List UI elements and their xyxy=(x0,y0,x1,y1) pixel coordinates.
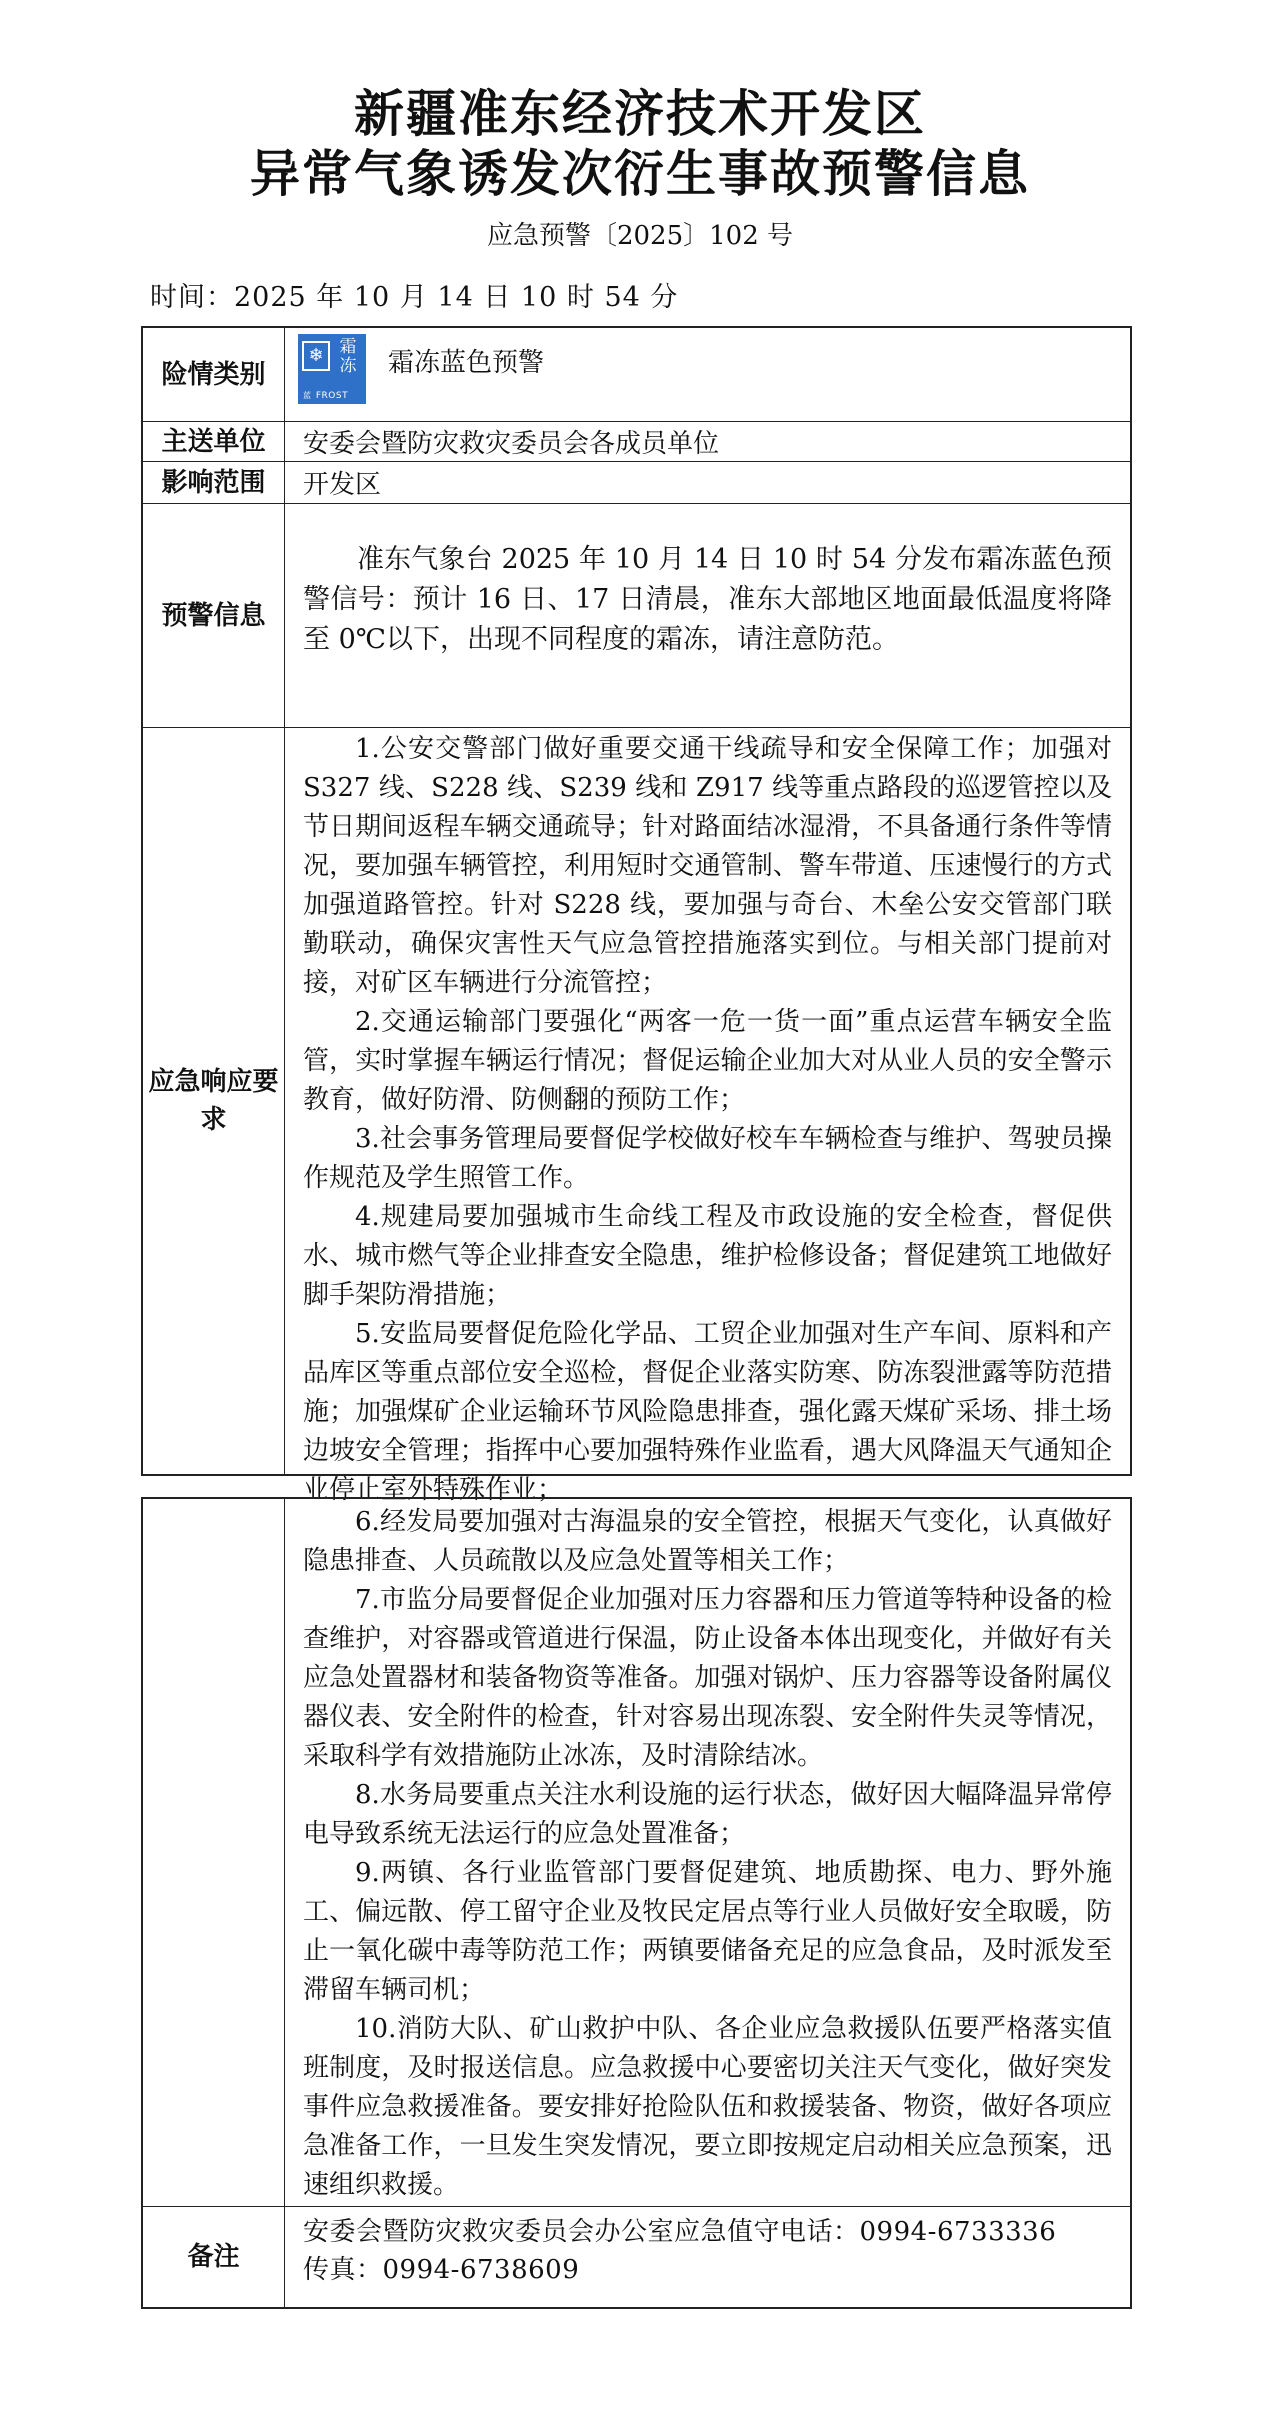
warning-info-text: 准东气象台 2025 年 10 月 14 日 10 时 54 分发布霜冻蓝色预警信号：预计 16 日、17 日清晨，准东大部地区地面最低温度将降至 0℃以下，出现不同程度的霜冻，请注意防范。 xyxy=(303,544,1112,655)
remarks-phone: 安委会暨防灾救灾委员会办公室应急值守电话：0994-6733336 xyxy=(303,2217,1057,2247)
row-scope xyxy=(143,462,1130,504)
warning-info-label: 预警信息 xyxy=(143,504,285,727)
scope-value: 开发区 xyxy=(303,470,382,500)
scope-label: 影响范围 xyxy=(143,462,285,503)
recipients-value: 安委会暨防灾救灾委员会各成员单位 xyxy=(303,429,720,459)
row-response-part2 xyxy=(143,1499,1130,2207)
response-label-continued xyxy=(143,1499,285,2206)
frost-symbol: ❄ xyxy=(302,341,330,371)
danger-type-label: 险情类别 xyxy=(143,328,285,421)
remarks-cell xyxy=(285,2207,1130,2307)
response-item: 8.水务局要重点关注水利设施的运行状态，做好因大幅降温异常停电导致系统无法运行的应急处置准备； xyxy=(303,1780,1112,1849)
recipients-label: 主送单位 xyxy=(143,422,285,461)
frost-warning-icon xyxy=(298,334,366,404)
row-warning-info xyxy=(143,504,1130,728)
response-items-page2 xyxy=(285,1499,1130,2206)
response-item: 2.交通运输部门要强化“两客一危一货一面”重点运营车辆安全监管，实时掌握车辆运行情况；督促运输企业加大对从业人员的安全警示教育，做好防滑、防侧翻的预防工作； xyxy=(303,1007,1112,1115)
issue-time: 时间：2025 年 10 月 14 日 10 时 54 分 xyxy=(150,282,679,313)
response-item: 7.市监分局要督促企业加强对压力容器和压力管道等特种设备的检查维护，对容器或管道进行保温，防止设备本体出现变化，并做好有关应急处置器材和装备物资等准备。加强对锅炉、压力容器等设备附属仪器仪表、安全附件的检查，针对容易出现冻裂、安全附件失灵等情况，采取科学有效措施防止冰冻，及时清除结冰。 xyxy=(303,1585,1112,1771)
response-item: 6.经发局要加强对古海温泉的安全管控，根据天气变化，认真做好隐患排查、人员疏散以及应急处置等相关工作； xyxy=(303,1507,1112,1576)
warning-info-cell xyxy=(285,504,1130,727)
remarks-label: 备注 xyxy=(143,2207,285,2307)
row-danger-type xyxy=(143,328,1130,422)
document-number: 应急预警〔2025〕102 号 xyxy=(486,221,794,251)
response-item: 9.两镇、各行业监管部门要督促建筑、地质勘探、电力、野外施工、偏远散、停工留守企业及牧民定居点等行业人员做好安全取暖，防止一氧化碳中毒等防范工作；两镇要储备充足的应急食品，及时派发至滞留车辆司机； xyxy=(303,1858,1112,2005)
warning-table-part2 xyxy=(141,1497,1132,2309)
response-item: 5.安监局要督促危险化学品、工贸企业加强对生产车间、原料和产品库区等重点部位安全巡检，督促企业落实防寒、防冻裂泄露等防范措施；加强煤矿企业运输环节风险隐患排查，强化露天煤矿采场、排土场边坡安全管理；指挥中心要加强特殊作业监看，遇大风降温天气通知企业停止室外特殊作业； xyxy=(303,1319,1112,1505)
response-item: 4.规建局要加强城市生命线工程及市政设施的安全检查，督促供水、城市燃气等企业排查安全隐患，维护检修设备；督促建筑工地做好脚手架防滑措施； xyxy=(303,1202,1112,1310)
document-title-line2: 异常气象诱发次衍生事故预警信息 xyxy=(250,145,1030,203)
response-label: 应急响应要求 xyxy=(143,728,285,1474)
remarks-fax: 传真：0994-6738609 xyxy=(303,2255,580,2285)
response-item: 3.社会事务管理局要督促学校做好校车车辆检查与维护、驾驶员操作规范及学生照管工作。 xyxy=(303,1124,1112,1193)
response-item: 1.公安交警部门做好重要交通干线疏导和安全保障工作；加强对 S327 线、S228 线、S239 线和 Z917 线等重点路段的巡逻管控以及节日期间返程车辆交通疏导；针对路面结冰湿滑，不具备通行条件等情况，要加强车辆管控，利用短时交通管制、警车带道、压速慢行的方式加强道路管控。针对 S228 线，要加强与奇台、木垒公安交管部门联勤联动，确保灾害性天气应急管控措施落实到位。与相关部门提前对接，对矿区车辆进行分流管控； xyxy=(303,734,1112,998)
row-remarks xyxy=(143,2207,1130,2307)
frost-badge-grade: 蓝 xyxy=(303,391,311,400)
response-items-page1 xyxy=(285,728,1130,1505)
row-recipients xyxy=(143,422,1130,462)
response-item: 10.消防大队、矿山救护中队、各企业应急救援队伍要严格落实值班制度，及时报送信息。应急救援中心要密切关注天气变化，做好突发事件应急救援准备。要安排好抢险队伍和救援装备、物资，做好各项应急准备工作，一旦发生突发情况，要立即按规定启动相关应急预案，迅速组织救援。 xyxy=(303,2014,1112,2200)
document-title-line1: 新疆准东经济技术开发区 xyxy=(354,85,926,143)
frost-badge-text: 霜冻 xyxy=(339,337,357,376)
warning-table-part1 xyxy=(141,326,1132,1505)
row-response-part1 xyxy=(143,728,1130,1505)
danger-type-value: 霜冻蓝色预警 xyxy=(388,348,545,378)
frost-badge-en: FROST xyxy=(315,391,349,401)
